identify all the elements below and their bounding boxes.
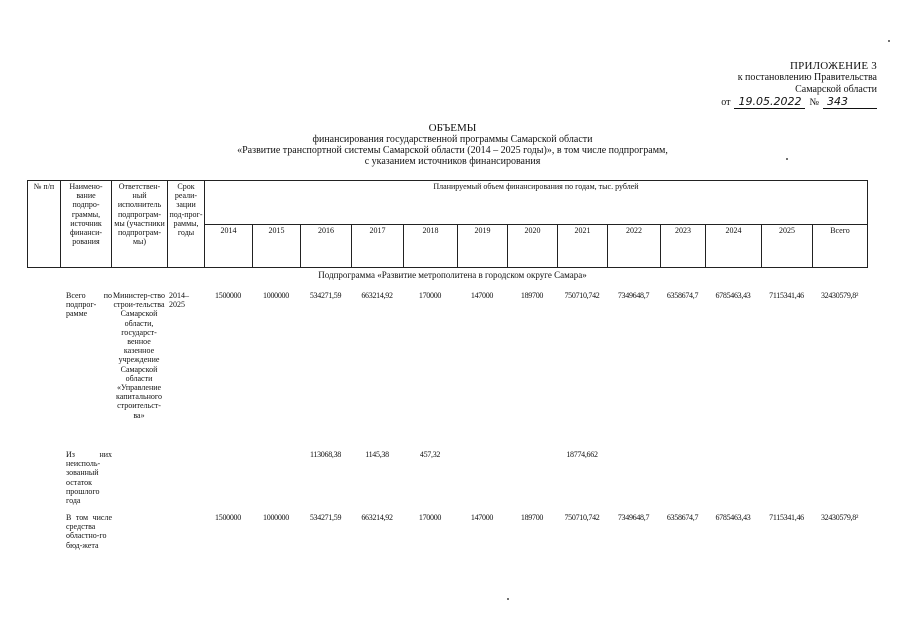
year-value: 6785463,43 bbox=[715, 513, 751, 522]
heading-line-1: финансирования государственной программы Самарской области bbox=[312, 134, 593, 145]
year-value: 189700 bbox=[520, 291, 544, 300]
year-header: 2024 bbox=[706, 225, 762, 268]
year-value: 1500000 bbox=[215, 291, 241, 300]
year-header: 2022 bbox=[608, 225, 661, 268]
year-header: 2017 bbox=[352, 225, 404, 268]
annex-title: ПРИЛОЖЕНИЕ 3 bbox=[790, 60, 877, 72]
row-term: 2014–2025 bbox=[169, 291, 189, 310]
year-value: 147000 bbox=[470, 291, 494, 300]
number-prefix: № bbox=[809, 97, 819, 108]
handwritten-number: 343 bbox=[823, 96, 877, 109]
annex-line-2: Самарской области bbox=[795, 84, 877, 95]
year-value: 457,32 bbox=[419, 450, 441, 459]
year-value: 750710,742 bbox=[564, 513, 600, 522]
annex-line-1: к постановлению Правительства bbox=[737, 72, 877, 83]
year-value: 32430579,8² bbox=[820, 513, 859, 522]
financing-table-header bbox=[27, 180, 868, 268]
year-value: 6358674,7 bbox=[666, 513, 699, 522]
year-value: 18774,662 bbox=[566, 450, 598, 459]
year-value: 147000 bbox=[470, 513, 494, 522]
year-value: 6358674,7 bbox=[666, 291, 699, 300]
col-resp-header: Ответствен-ный исполнитель подпрограм-мы (участники подпрограм-мы) bbox=[112, 181, 168, 268]
row-name: В том числе средства областно-го бюд-жета bbox=[66, 513, 112, 550]
total-header: Всего bbox=[813, 225, 868, 268]
year-value: 7349648,7 bbox=[617, 513, 650, 522]
year-header: 2019 bbox=[458, 225, 508, 268]
year-value: 1000000 bbox=[263, 513, 289, 522]
year-value: 663214,92 bbox=[361, 513, 393, 522]
scan-speck bbox=[786, 158, 788, 160]
annex-block bbox=[721, 60, 877, 109]
year-value: 1145,38 bbox=[365, 450, 389, 459]
row-name: Из них неисполь-зованный остаток прошлого года bbox=[66, 450, 112, 506]
year-header: 2025 bbox=[762, 225, 813, 268]
year-header: 2014 bbox=[205, 225, 253, 268]
col-name-header: Наимено-вание подпро-граммы, источник финанси-рования bbox=[61, 181, 112, 268]
year-header: 2023 bbox=[661, 225, 706, 268]
year-value: 7115341,46 bbox=[769, 513, 804, 522]
year-value: 7115341,46 bbox=[769, 291, 804, 300]
subprogram-title: Подпрограмма «Развитие метрополитена в городском округе Самара» bbox=[318, 270, 587, 280]
year-value: 113068,38 bbox=[309, 450, 341, 459]
year-value: 6785463,43 bbox=[715, 291, 751, 300]
year-value: 663214,92 bbox=[361, 291, 393, 300]
year-value: 189700 bbox=[520, 513, 544, 522]
year-value: 534271,59 bbox=[309, 291, 342, 300]
year-header: 2016 bbox=[301, 225, 352, 268]
scan-speck bbox=[888, 40, 890, 42]
year-header: 2021 bbox=[558, 225, 608, 268]
document-heading bbox=[0, 123, 905, 167]
year-value: 170000 bbox=[418, 513, 442, 522]
heading-line-2: «Развитие транспортной системы Самарской области (2014 – 2025 годы)», в том числе подпрограмм, bbox=[237, 145, 668, 156]
year-header: 2018 bbox=[404, 225, 458, 268]
year-value: 32430579,8² bbox=[820, 291, 859, 300]
col-planned-header: Планируемый объем финансирования по годам, тыс. рублей bbox=[205, 181, 868, 225]
heading-line-3: с указанием источников финансирования bbox=[364, 156, 541, 167]
year-value: 170000 bbox=[418, 291, 442, 300]
col-term-header: Срок реали-зации под-прог-раммы, годы bbox=[168, 181, 205, 268]
heading-title: ОБЪЕМЫ bbox=[428, 122, 477, 134]
date-prefix: от bbox=[721, 97, 731, 108]
year-header: 2020 bbox=[508, 225, 558, 268]
row-name: Всего по подпрог-рамме bbox=[66, 291, 112, 319]
year-value: 1500000 bbox=[215, 513, 241, 522]
year-value: 750710,742 bbox=[564, 291, 600, 300]
row-responsible: Министер-ство строи-тельства Самарской области, государст-венное казенное учреждение Самарской области «Управление капитального строительст-ва» bbox=[113, 291, 165, 420]
year-header: 2015 bbox=[253, 225, 301, 268]
handwritten-date: 19.05.2022 bbox=[734, 96, 805, 109]
col-num-header: № п/п bbox=[28, 181, 61, 268]
annex-date-line bbox=[721, 96, 877, 109]
year-value: 7349648,7 bbox=[617, 291, 650, 300]
year-value: 1000000 bbox=[263, 291, 289, 300]
year-value: 534271,59 bbox=[309, 513, 342, 522]
scan-speck bbox=[507, 598, 509, 600]
